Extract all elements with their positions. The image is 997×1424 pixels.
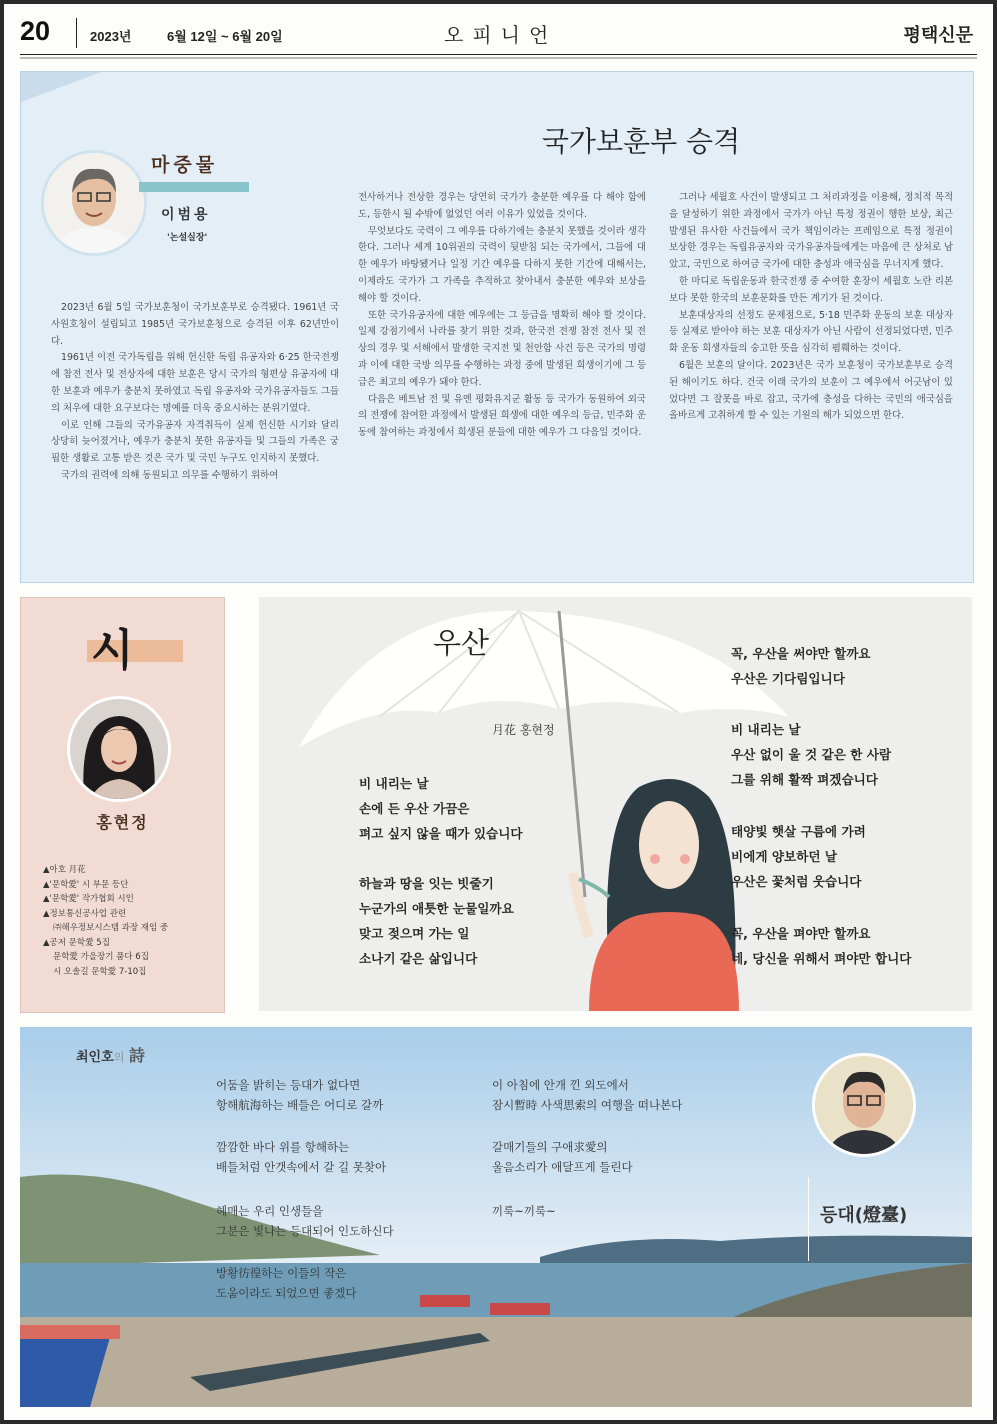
poem-title: 우산 [433,626,490,660]
column-name-bar [139,182,249,192]
poem-stanza [359,871,514,971]
page-header [4,4,993,56]
paragraph: 무엇보다도 국력이 그 예우를 다하기에는 충분치 못했을 것이라 생각한다. 그러나 세계 10위권의 국력이 뒷받침 되는 국가에서, 그들에 대한 예우가 바탕됐거나 일정 기간 예우를 다하지 못한 기간에 대해서는, 이제라도 국가가 그 가족을 추적하고 찾아내서 충분한 예우와 보상을 해야 할 것이다. [358,225,646,304]
bio-line: ▲'문학愛' 작가협회 시인 [43,894,134,904]
poem-line: 갈매기들의 구애求愛의 [492,1140,608,1154]
bio-line: 시 오솔길 문학愛 7-10집 [53,966,147,977]
poem-line: 소나기 같은 삶입니다 [359,951,478,966]
newspaper-page [4,4,993,1420]
poet-bio [43,863,223,979]
poem-line: 손에 든 우산 가끔은 [359,801,470,816]
poem-line: 끼룩~끼룩~ [492,1204,556,1218]
poet-photo [67,696,171,802]
section-title: 오피니언 [444,23,558,47]
article-column-3 [669,190,953,425]
series-author: 최인호 [76,1050,114,1065]
header-divider [76,18,77,48]
article-headline: 국가보훈부 승격 [541,125,741,158]
series-hanja: 詩 [128,1046,145,1065]
poem-line: 방황彷徨하는 이들의 작은 [216,1266,347,1280]
poem-line: 그분은 빛나는 등대되어 인도하신다 [216,1224,394,1238]
paragraph: 보훈대상자의 선정도 문제점으로, 5·18 민주화 운동의 보훈 대상자 등 실제로 받아야 하는 보훈 대상자가 아닌 사람이 선정되었다면, 민주화 운동 희생자들의 숭고한 뜻을 심각히 폄훼하는 것이다. [669,309,953,355]
poet-photo [812,1053,916,1157]
series-particle: 의 [113,1051,125,1064]
bio-line: 문학愛 가을장기 품다 6집 [53,952,149,962]
poem-title: 등대(燈臺) [820,1205,908,1226]
author-role: '논설실장' [167,233,208,243]
poem-line: 비 내리는 날 [359,776,429,791]
poem-line: 항해航海하는 배들은 어디로 갈까 [216,1098,384,1112]
poem-line: 잠시暫時 사색思索의 여행을 떠나본다 [492,1098,683,1112]
header-rule [20,54,977,55]
paragraph: 한 마디로 독립운동과 한국전쟁 중 수여한 훈장이 세월호 노란 리본보다 못한 한국의 보훈문화를 만든 계기가 된 것이다. [669,275,953,304]
poem-line: 꼭, 우산을 써야만 할까요 [731,646,871,661]
poem-stanza [359,771,523,846]
poet-profile [20,597,225,1013]
poem-line: 태양빛 햇살 구름에 가려 [731,824,866,839]
poem-line: 울음소리가 애달프게 들린다 [492,1160,633,1174]
paragraph: 다음은 베트남 전 및 유엔 평화유지군 활동 등 국가가 동원하여 외국의 전쟁에 참여한 과정에서 발생된 희생에 대한 예우의 등급, 민주화 운동에 참여하는 과정에서 희생된 분들에 대한 예우가 그 다음일 것이다. [358,393,646,439]
poem-stanza [216,1263,357,1303]
poem-stanza [731,641,871,691]
header-rule-secondary [20,57,977,59]
poem-stanza [492,1201,556,1221]
opinion-article [20,71,974,583]
corner-decoration [21,72,101,102]
paper-logo: 평택신문 [903,25,973,46]
series-title [76,1043,145,1066]
paragraph: 6월은 보훈의 달이다. 2023년은 국가 보훈청이 국가보훈부로 승격된 해이기도 하다. 건국 이래 국가의 보훈이 그 예우에서 어긋남이 있었다면 그 잘못을 바로 잡고, 국가에 충성을 다하는 국민의 애국심을 올바르게 고취하게 할 수 있는 기원의 해가 되었으면 한다. [669,359,953,422]
poem-line: 깜깜한 바다 위를 항해하는 [216,1140,350,1154]
title-rule [808,1177,809,1261]
poem-stanza [492,1075,682,1115]
poem-stanza [216,1075,383,1115]
issue-dates: 6월 12일 ~ 6월 20일 [167,29,283,44]
paragraph: 그러나 세월호 사건이 발생되고 그 처리과정을 이용해, 정치적 목적을 달성하기 위한 과정에서 국가가 아닌 특정 정권이 행한 보상, 최근 발생된 유사한 사건들에서 국가 책임이라는 프레임으로 특정 정권이 보상한 경우는 독립유공자와 국가유공자들에게는 마음에 큰 상처로 남았고, 국민으로 하여금 국가에 대한 충성과 애국심을 무너지게 했다. [669,192,953,271]
bio-line: ▲아호 月花 [43,865,86,875]
poem-line: 하늘과 땅을 잇는 빗줄기 [359,876,494,891]
paragraph: 국가의 권력에 의해 동원되고 의무를 수행하기 위하여 [61,469,279,481]
poem-line: 펴고 싶지 않을 때가 있습니다 [359,826,523,841]
poem-section-label: 시 [91,625,134,676]
umbrella-poem-panel [259,597,972,1011]
lighthouse-poem-panel [20,1027,972,1407]
poem-line: 배들처럼 안갯속에서 갈 길 못찾아 [216,1160,387,1174]
article-column-1 [51,300,339,485]
poem-line: 맞고 젖으며 가는 일 [359,926,470,941]
poem-stanza [731,921,911,971]
poem-line: 이 아침에 안개 낀 외도에서 [492,1078,629,1092]
poem-line: 도움이라도 되었으면 좋겠다 [216,1286,357,1300]
poem-stanza [216,1137,386,1177]
poem-stanza [492,1137,633,1177]
page-number: 20 [20,16,51,46]
bio-line: ㈜해우정보시스템 과장 재임 중 [53,923,169,933]
poem-stanza [731,819,866,894]
bio-line: ▲공저 문학愛 5집 [43,937,110,948]
issue-year: 2023년 [90,29,132,44]
paragraph: 또한 국가유공자에 대한 예우에는 그 등급을 명확히 해야 할 것이다. 일제 강점기에서 나라를 찾기 위한 것과, 한국전 전쟁 참전 전사 및 전상의 경우 및 서해에서 발생한 국지전 및 천안함 사건 등은 국가의 명령과 이에 대한 국방 의무를 수행하는 과정 중에 발생된 희생이기에 그 등급은 최고의 예우가 돼야 한다. [358,309,646,388]
poet-name: 홍현정 [96,813,149,832]
poem-line: 우산 없이 울 것 같은 한 사람 [731,747,892,762]
paragraph: 2023년 6월 5일 국가보훈청이 국가보훈부로 승격됐다. 1961년 국사원호청이 설립되고 1985년 국가보훈청으로 승격된 이후 62년만이다. [51,302,339,347]
column-name: 마중물 [151,154,219,176]
poem-line: 우산은 기다림입니다 [731,671,845,686]
author-photo [41,150,147,256]
poem-line: 비에게 양보하던 날 [731,849,838,864]
poem-line: 우산은 꽃처럼 웃습니다 [731,874,862,889]
bio-line: ▲'문학愛' 시 부문 등단 [43,879,129,890]
paragraph: 1961년 이전 국가독립을 위해 헌신한 독립 유공자와 6·25 한국전쟁에 참전 전사 및 전상자에 대한 보훈은 당시 국가의 형편상 유공자에 대한 보훈과 예우가 충분치 못하였고 독립 유공자와 국가유공자들도 그들의 처우에 대한 요구보다는 명예를 더욱 중요시하는 분위기였다. [51,352,339,414]
article-column-2 [358,190,646,442]
poem-byline: 月花 홍현정 [492,723,555,737]
poem-line: 꼭, 우산을 펴야만 할까요 [731,926,871,941]
poem-stanza [731,717,891,792]
poem-line: 네, 당신을 위해서 펴야만 합니다 [731,951,912,966]
poem-line: 누군가의 애틋한 눈물일까요 [359,901,514,916]
poem-line: 헤매는 우리 인생들을 [216,1204,324,1218]
poem-line: 비 내리는 날 [731,722,801,737]
paragraph: 이로 인해 그들의 국가유공자 자격취득이 실제 헌신한 시기와 달리 상당히 늦어졌거나, 예우가 충분치 못한 유공자들 및 그들의 가족은 궁핍한 생활로 고통 받은 것은 국가 및 국민 누구도 인지하지 못했다. [51,419,339,465]
poem-stanza [216,1201,394,1241]
author-name: 이범용 [161,207,211,223]
paragraph: 전사하거나 전상한 경우는 당연히 국가가 충분한 예우를 다 해야 함에도, 등한시 될 수밖에 없었던 여러 이유가 있었을 것이다. [358,192,646,220]
poem-line: 그를 위해 활짝 펴겠습니다 [731,772,878,787]
poem-line: 어둠을 밝히는 등대가 없다면 [216,1078,361,1092]
bio-line: ▲정보통신공사업 관련 [43,908,127,919]
